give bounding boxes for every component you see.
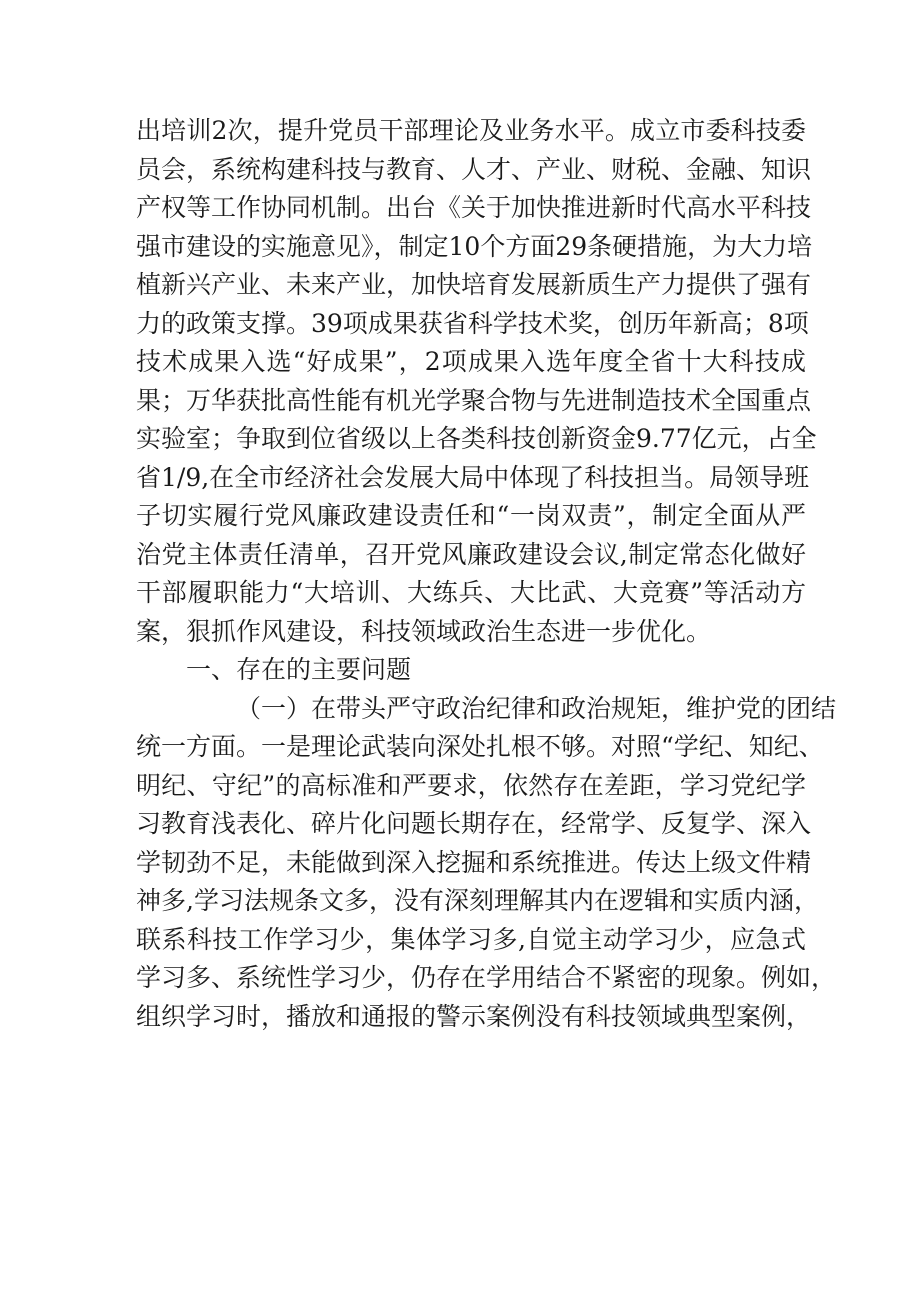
text-line: 产权等工作协同机制。出台《关于加快推进新时代高水平科技 [136, 193, 812, 222]
text-line: （一）在带头严守政治纪律和政治规矩，维护党的团结 [236, 693, 837, 723]
text-line: 果；万华获批高性能有机光学聚合物与先进制造技术全国重点 [136, 385, 812, 415]
text-line: 学习多、系统性学习少，仍存在学用结合不紧密的现象。例如， [136, 963, 837, 992]
heading-text: 一、存在的主要问题 [186, 655, 412, 684]
text-line: 实验室；争取到位省级以上各类科技创新资金9.77亿元，占全 [136, 424, 817, 453]
text-line: 明纪、守纪”的高标准和严要求，依然存在差距，学习党纪学 [136, 770, 806, 800]
document-body [136, 112, 837, 1036]
text-line: 学韧劲不足，未能做到深入挖掘和系统推进。传达上级文件精 [136, 847, 812, 877]
text-line: 子切实履行党风廉政建设责任和“一岗双责”，制定全面从严 [136, 501, 806, 530]
text-line: 案，狠抓作风建设，科技领域政治生态进一步优化。 [136, 616, 712, 646]
paragraph [136, 112, 817, 651]
text-line: 神多,学习法规条文多，没有深刻理解其内在逻辑和实质内涵， [136, 886, 819, 915]
text-line: 力的政策支撑。39项成果获省科学技术奖，创历年新高；8项 [136, 308, 809, 338]
text-line: 习教育浅表化、碎片化问题长期存在，经常学、反复学、深入 [136, 809, 812, 838]
text-line: 组织学习时，播放和通报的警示案例没有科技领域典型案例， [136, 1001, 812, 1031]
text-line: 统一方面。一是理论武装向深处扎根不够。对照“学纪、知纪、 [136, 732, 824, 761]
text-line: 联系科技工作学习少，集体学习多,自觉主动学习少，应急式 [136, 924, 806, 954]
text-line: 员会，系统构建科技与教育、人才、产业、财税、金融、知识 [136, 154, 812, 184]
text-line: 出培训2次，提升党员干部理论及业务水平。成立市委科技委 [136, 116, 806, 145]
text-line: 技术成果入选“好成果”，2项成果入选年度全省十大科技成 [136, 347, 806, 376]
text-line: 省1/9,在全市经济社会发展大局中体现了科技担当。局领导班 [136, 462, 810, 492]
section-heading [136, 651, 806, 690]
paragraph [136, 690, 837, 1037]
text-line: 治党主体责任清单，召开党风廉政建设会议,制定常态化做好 [136, 539, 806, 569]
text-line: 强市建设的实施意见》，制定10个方面29条硬措施，为大力培 [136, 231, 813, 261]
text-line: 干部履职能力“大培训、大练兵、大比武、大竞赛”等活动方 [136, 578, 806, 607]
text-line: 植新兴产业、未来产业，加快培育发展新质生产力提供了强有 [136, 270, 812, 299]
